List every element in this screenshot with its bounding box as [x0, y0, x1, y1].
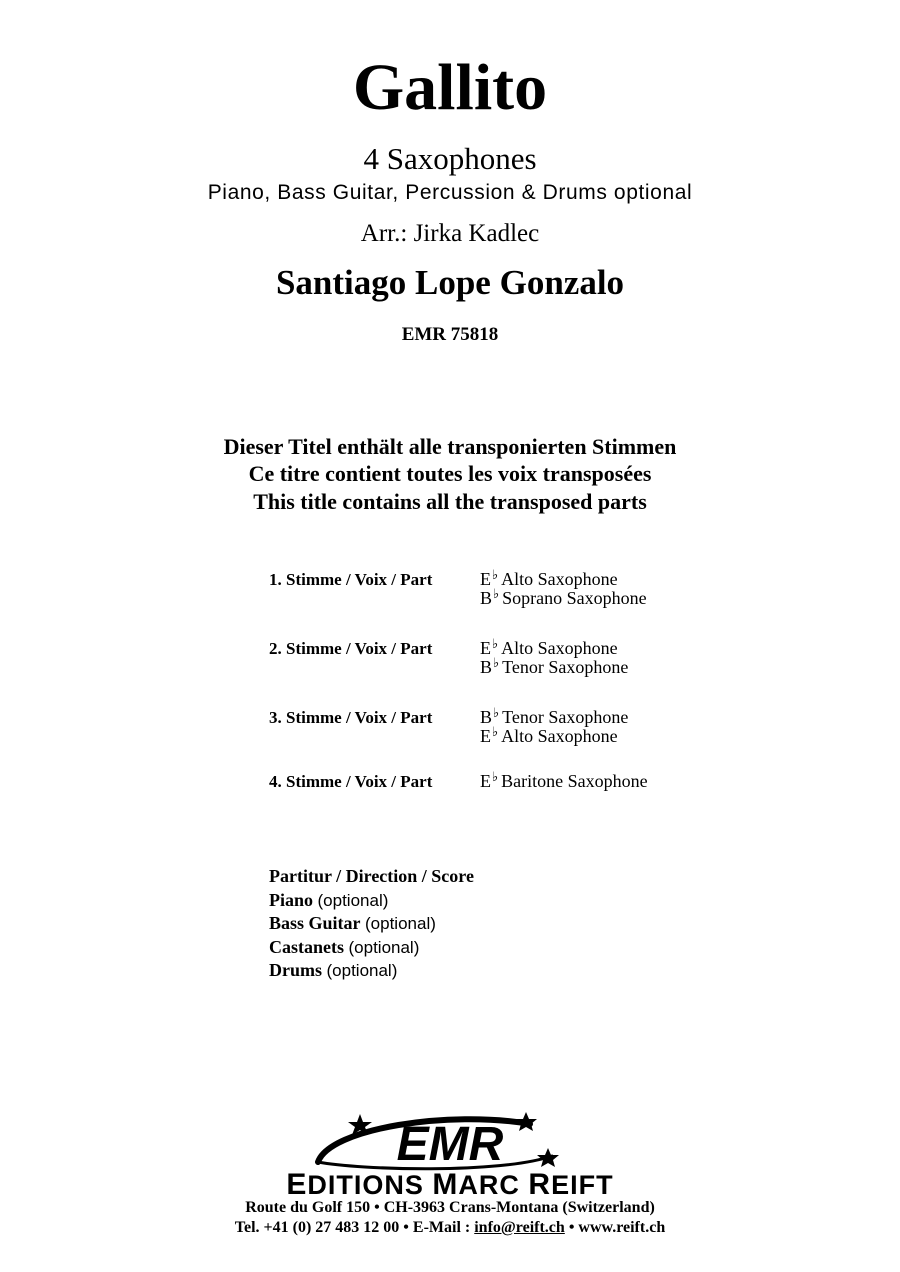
score-title: Gallito: [352, 51, 548, 124]
part-instrument: B♭ Soprano Saxophone: [480, 586, 647, 608]
publisher-address: Route du Golf 150 • CH-3963 Crans-Montana (Switzerland): [245, 1199, 655, 1216]
flat-icon: ♭: [493, 705, 500, 720]
publisher-contact: Tel. +41 (0) 27 483 12 00 • E-Mail : info@reift.ch • www.reift.ch: [234, 1219, 666, 1236]
list-item: Castanets (optional): [269, 936, 420, 957]
arranger: Arr.: Jirka Kadlec: [360, 220, 540, 247]
flat-icon: ♭: [492, 769, 499, 784]
notice-french: Ce titre contient toutes les voix transposées: [248, 461, 652, 486]
star-icon: [515, 1112, 537, 1131]
part-instrument: B♭ Tenor Saxophone: [480, 705, 629, 727]
optional-instruments: Piano, Bass Guitar, Percussion & Drums optional: [207, 181, 693, 204]
star-icon: [537, 1148, 559, 1167]
part-label: 1. Stimme / Voix / Part: [269, 570, 433, 589]
notice-english: This title contains all the transposed parts: [253, 489, 647, 514]
part-instrument: E♭ Alto Saxophone: [480, 724, 618, 746]
flat-icon: ♭: [492, 724, 499, 739]
catalog-number: EMR 75818: [401, 324, 499, 345]
flat-icon: ♭: [493, 586, 500, 601]
flat-icon: ♭: [492, 636, 499, 651]
email-link[interactable]: info@reift.ch: [474, 1219, 565, 1236]
publisher-name: EDITIONS MARC REIFT: [286, 1168, 614, 1201]
part-instrument: B♭ Tenor Saxophone: [480, 655, 629, 677]
part-instrument: E♭ Alto Saxophone: [480, 567, 618, 589]
part-instrument: E♭ Baritone Saxophone: [480, 769, 648, 791]
flat-icon: ♭: [493, 655, 500, 670]
list-item: Drums (optional): [269, 960, 398, 980]
part-label: 3. Stimme / Voix / Part: [269, 708, 433, 727]
part-label: 4. Stimme / Voix / Part: [269, 772, 433, 791]
composer: Santiago Lope Gonzalo: [275, 263, 625, 302]
list-item: Bass Guitar (optional): [269, 913, 436, 933]
extras-list: [269, 865, 474, 983]
list-item: Partitur / Direction / Score: [269, 866, 474, 886]
list-item: Piano (optional): [269, 889, 389, 910]
website-link[interactable]: • www.reift.ch: [564, 1219, 666, 1236]
part-label: 2. Stimme / Voix / Part: [269, 639, 433, 658]
ensemble-subtitle: 4 Saxophones: [363, 141, 537, 176]
notice-german: Dieser Titel enthält alle transponierten Stimmen: [223, 434, 677, 459]
logo-text: EMR: [396, 1118, 504, 1171]
flat-icon: ♭: [492, 567, 499, 582]
part-instrument: E♭ Alto Saxophone: [480, 636, 618, 658]
